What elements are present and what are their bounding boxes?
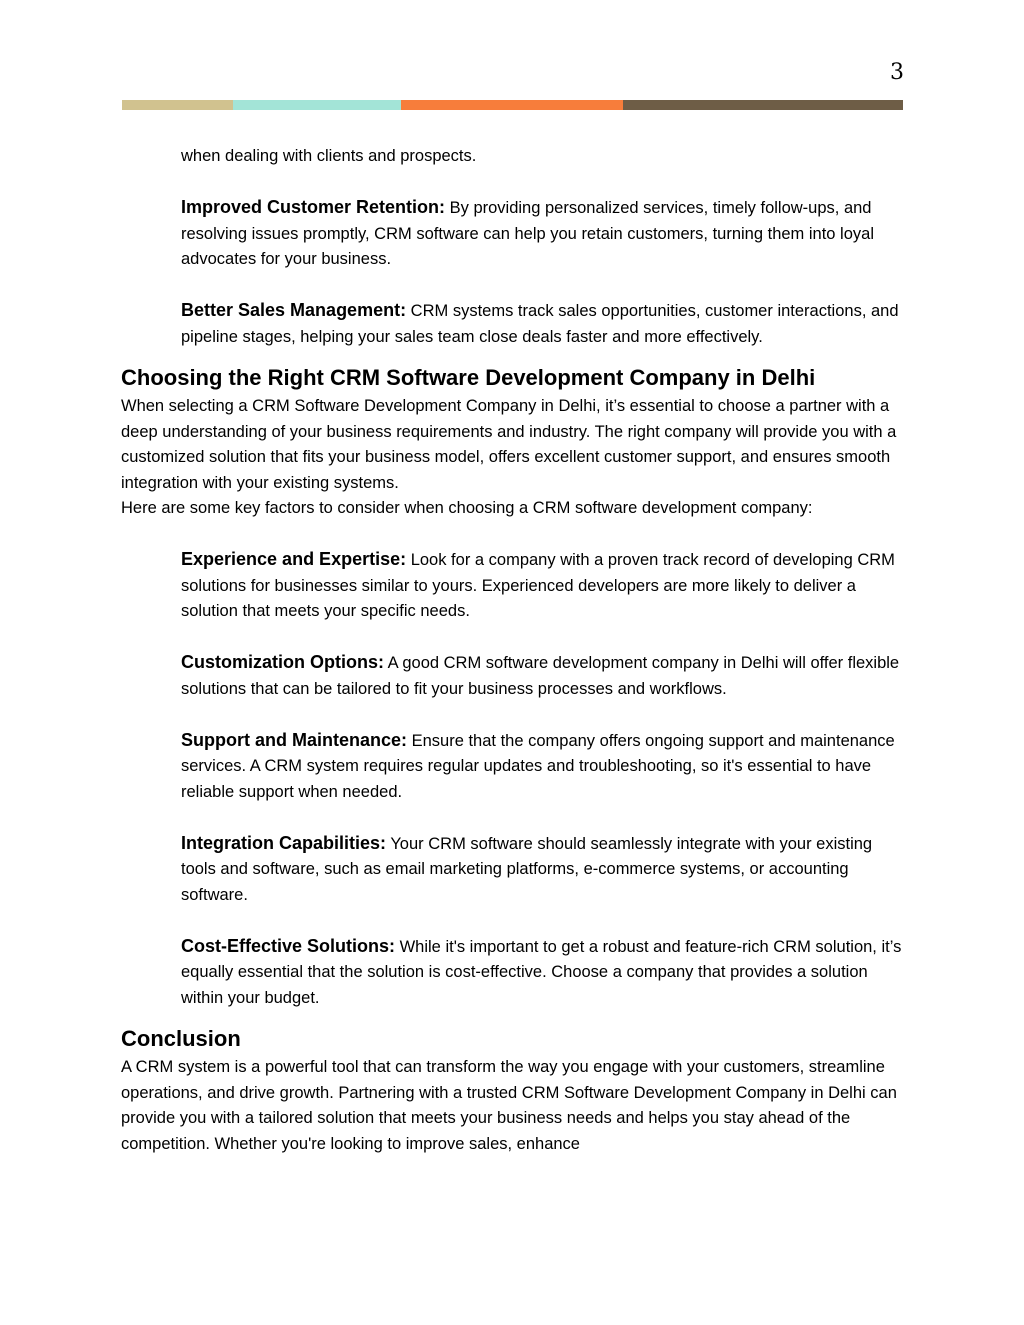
factor-text: Look for a company with a proven track record of developing CRM solutions for businesses similar to yours. Experienced developers are more likely to deliver a solution that meets your specific needs. [181, 551, 895, 620]
document-body [121, 144, 906, 1157]
factor-text: Ensure that the company offers ongoing support and maintenance services. A CRM system requires regular updates and troubleshooting, so it's essential to have reliable support when needed. [181, 731, 895, 801]
section-paragraph-choosing-2: Here are some key factors to consider when choosing a CRM software development company: [121, 499, 813, 517]
factor-item [181, 934, 906, 1012]
factors-list [121, 547, 906, 1011]
color-bar-segment-tan [122, 100, 233, 110]
header-color-bar [122, 100, 903, 110]
factor-text: While it's important to get a robust and feature-rich CRM solution, it’s equally essential that the solution is cost-effective. Choose a company that provides a solution within your budget. [181, 937, 902, 1007]
factor-item [181, 650, 906, 702]
factor-lead: Experience and Expertise: [181, 549, 407, 569]
section-paragraph-choosing: When selecting a CRM Software Development Company in Delhi, it’s essential to choose a partner with a deep understanding of your business requirements and industry. The right company will provide you with a customized solution that fits your business model, offers excellent customer support, and ensures smooth integration with your existing systems. [121, 397, 897, 492]
benefit-item [181, 298, 906, 350]
benefits-list [121, 144, 906, 350]
factor-lead: Customization Options: [181, 652, 384, 672]
factor-item [181, 831, 906, 909]
benefit-text: By providing personalized services, timely follow-ups, and resolving issues promptly, CRM software can help you retain customers, turning them into loyal advocates for your business. [181, 199, 874, 268]
color-bar-segment-brown [623, 100, 903, 110]
benefit-lead: Better Sales Management: [181, 300, 407, 320]
factor-lead: Cost-Effective Solutions: [181, 935, 396, 956]
section-paragraph-conclusion: A CRM system is a powerful tool that can transform the way you engage with your customers, streamline operations, and drive growth. Partnering with a trusted CRM Software Development Company in Delhi can provide you with a tailored solution that meets your business needs and helps you stay ahead of the competition. Whether you're looking to improve sales, enhance [121, 1058, 897, 1153]
color-bar-segment-orange [401, 100, 623, 110]
factor-lead: Integration Capabilities: [181, 832, 387, 853]
factor-item [181, 728, 906, 806]
page-number: 3 [890, 60, 904, 85]
benefit-text: CRM systems track sales opportunities, customer interactions, and pipeline stages, helping your sales team close deals faster and more effectively. [181, 302, 899, 346]
color-bar-segment-teal [233, 100, 401, 110]
section-heading-conclusion: Conclusion [121, 1026, 241, 1051]
factor-lead: Support and Maintenance: [181, 729, 408, 750]
factor-item [181, 547, 906, 625]
benefit-item [181, 195, 906, 273]
section-heading-choosing: Choosing the Right CRM Software Development Company in Delhi [121, 365, 816, 390]
factor-text: Your CRM software should seamlessly integrate with your existing tools and software, such as email marketing platforms, e-commerce systems, or accounting software. [181, 834, 873, 904]
benefit-continuation: when dealing with clients and prospects. [181, 147, 477, 165]
factor-text: A good CRM software development company in Delhi will offer flexible solutions that can be tailored to fit your business processes and workflows. [181, 654, 900, 698]
benefit-lead: Improved Customer Retention: [181, 197, 446, 217]
